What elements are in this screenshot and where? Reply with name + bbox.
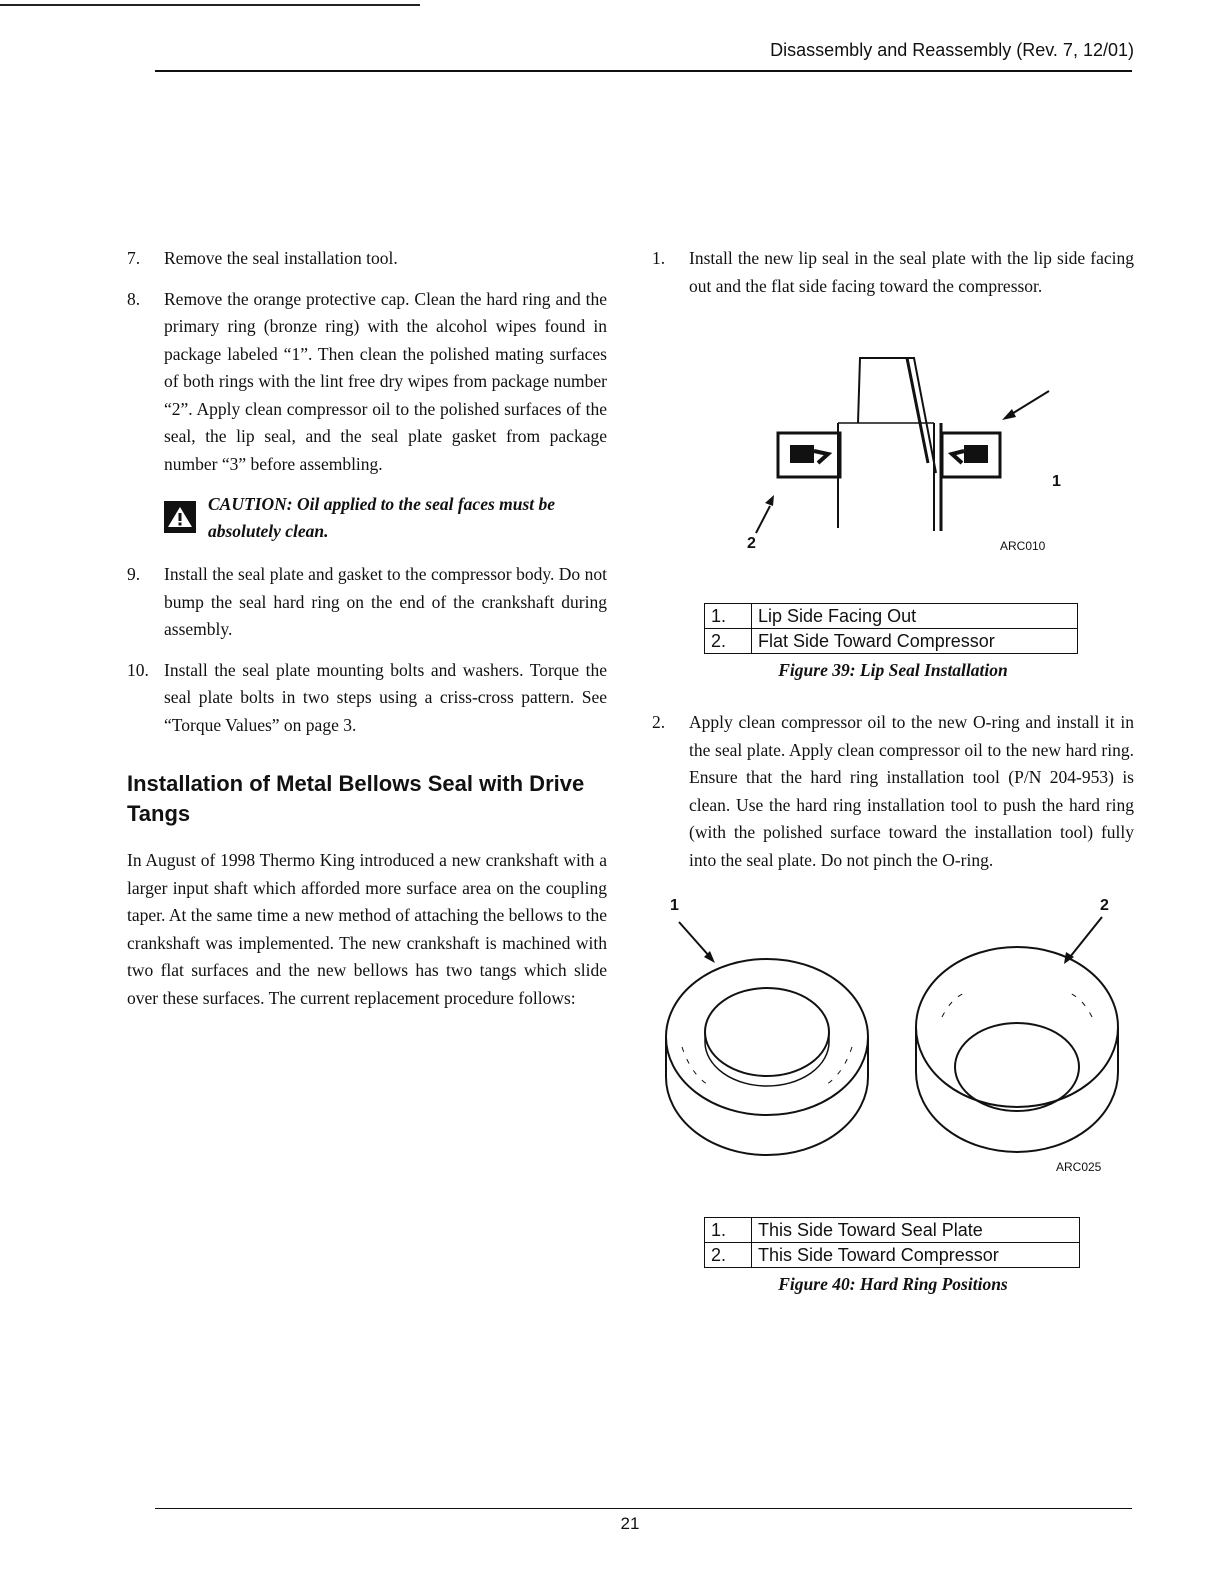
section-paragraph: In August of 1998 Thermo King introduced a new crankshaft with a larger input shaft which afforded more surface area on the coupling taper. At the same time a new method of attaching the bellows to the crankshaft was implemented. The new crankshaft is machined with two flat surfaces and the new bellows has two tangs which slide over these surfaces. The current replacement procedure follows: xyxy=(127,850,607,1008)
step-9 xyxy=(127,561,607,644)
legend-label: Lip Side Facing Out xyxy=(752,604,1078,629)
figure-40-callout-2: 2 xyxy=(1100,897,1109,914)
figure-40-callout-1: 1 xyxy=(670,897,679,914)
right-column xyxy=(652,245,1134,1295)
step-number: 10. xyxy=(127,659,149,680)
legend-label: This Side Toward Compressor xyxy=(752,1243,1080,1268)
step-text: Install the seal plate mounting bolts and washers. Torque the seal plate bolts in two steps using a criss-cross pattern. See “Torque Values” on page 3. xyxy=(164,659,607,735)
section-heading: Installation of Metal Bellows Seal with Drive Tangs xyxy=(127,771,585,826)
figure-39-caption: Figure 39: Lip Seal Installation xyxy=(778,660,1008,680)
legend-row xyxy=(705,629,1078,654)
step-text: Apply clean compressor oil to the new O-ring and install it in the seal plate. Apply clean compressor oil to the new hard ring. Ensure that the hard ring installation tool (P/N 204-953) is clean. Use the hard ring installation tool to push the hard ring (with the polished surface toward the installation tool) fully into the seal plate. Do not pinch the O-ring. xyxy=(689,712,1134,870)
step-10 xyxy=(127,657,607,740)
legend-row xyxy=(705,1243,1080,1268)
legend-row xyxy=(705,1218,1080,1243)
figure-40-legend xyxy=(704,1217,1080,1268)
step-text: Remove the seal installation tool. xyxy=(164,248,398,268)
legend-label: Flat Side Toward Compressor xyxy=(752,629,1078,654)
hard-ring-right xyxy=(916,947,1118,1152)
scan-edge-line xyxy=(0,4,420,6)
legend-number: 2. xyxy=(705,629,752,654)
legend-label: This Side Toward Seal Plate xyxy=(752,1218,1080,1243)
step-number: 9. xyxy=(127,564,141,584)
step-number: 7. xyxy=(127,248,141,268)
caution-text: CAUTION: Oil applied to the seal faces must be absolutely clean. xyxy=(208,494,556,541)
step-number: 1. xyxy=(652,248,666,268)
step-7 xyxy=(127,245,607,273)
lip-seal-diagram xyxy=(652,313,1134,543)
figure-39-callout-1: 1 xyxy=(1052,473,1061,490)
figure-40-caption: Figure 40: Hard Ring Positions xyxy=(778,1274,1008,1294)
figure-39 xyxy=(652,313,1134,563)
figure-39-callout-2: 2 xyxy=(747,535,756,552)
step-text: Install the new lip seal in the seal plate with the lip side facing out and the flat side facing toward the compressor. xyxy=(689,248,1134,296)
left-column xyxy=(127,245,607,1012)
header-rule xyxy=(155,70,1132,72)
step-text: Remove the orange protective cap. Clean the hard ring and the primary ring (bronze ring) with the alcohol wipes found in package labeled “1”. Then clean the polished mating surfaces of both rings with the lint free dry wipes from package number “2”. Apply clean compressor oil to the polished surfaces of the seal, the lip seal, and the seal plate gasket from package number “3” before assembling. xyxy=(164,288,607,474)
step-number: 8. xyxy=(127,288,141,309)
figure-40 xyxy=(652,887,1134,1187)
step-1 xyxy=(652,245,1134,300)
caution-note xyxy=(164,491,607,545)
legend-number: 2. xyxy=(705,1243,752,1268)
warning-triangle-icon xyxy=(164,501,196,533)
hard-ring-left xyxy=(666,959,868,1155)
legend-number: 1. xyxy=(705,1218,752,1243)
step-number: 2. xyxy=(652,712,666,732)
hard-ring-diagram xyxy=(652,887,1134,1187)
footer-rule xyxy=(155,1508,1132,1509)
step-2 xyxy=(652,709,1134,874)
running-header: Disassembly and Reassembly (Rev. 7, 12/01) xyxy=(770,40,1134,60)
legend-number: 1. xyxy=(705,604,752,629)
legend-row xyxy=(705,604,1078,629)
page-number: 21 xyxy=(620,1514,640,1533)
figure-39-legend xyxy=(704,603,1078,654)
figure-39-code: ARC010 xyxy=(1000,539,1046,553)
step-text: Install the seal plate and gasket to the compressor body. Do not bump the seal hard ring on the end of the crankshaft during assembly. xyxy=(164,564,607,639)
step-8 xyxy=(127,286,607,479)
figure-40-code: ARC025 xyxy=(1056,1160,1102,1174)
